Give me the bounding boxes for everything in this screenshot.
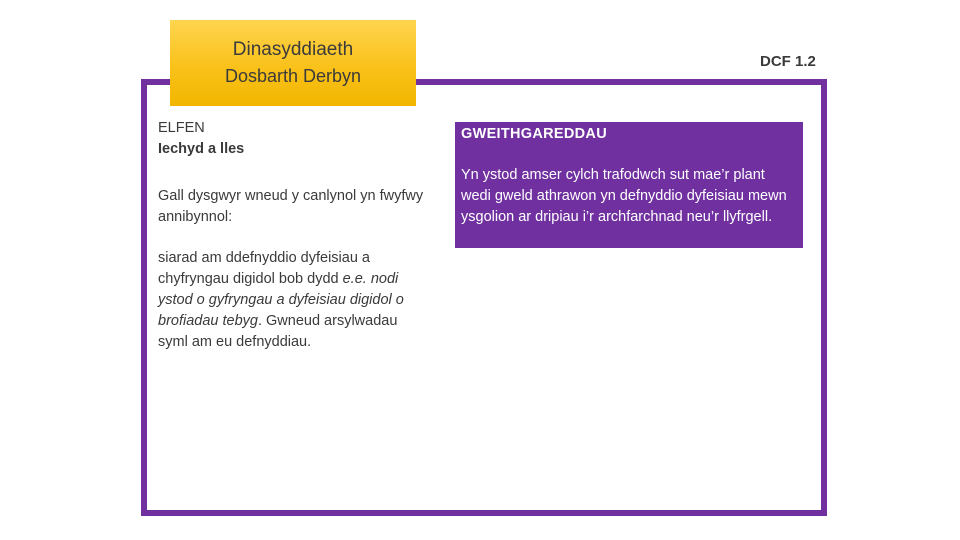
class-title: Dosbarth Derbyn	[224, 66, 362, 86]
detail-example: e.e. nodi ystod o gyfryngau a dyfeisiau digidol o brofiadau tebyg	[158, 271, 404, 329]
element-label: ELFEN	[158, 120, 205, 136]
activities-box	[455, 122, 803, 248]
detail-text: siarad am ddefnyddio dyfeisiau a chyfryngau digidol bob dydd	[158, 250, 370, 287]
element-value: Iechyd a lles	[158, 141, 245, 157]
learning-column	[158, 118, 426, 353]
subject-title: Dinasyddiaeth	[232, 39, 354, 60]
framework-code: DCF 1.2	[760, 53, 816, 70]
activities-heading: GWEITHGAREDDAU	[461, 126, 607, 142]
learners-intro: Gall dysgwyr wneud y canlynol yn fwyfwy annibynnol:	[158, 188, 424, 225]
learners-detail	[158, 248, 426, 353]
detail-text-end: . Gwneud arsylwadau syml am eu defnyddiau.	[158, 313, 398, 350]
activities-body: Yn ystod amser cylch trafodwch sut mae’r plant wedi gweld athrawon yn defnyddio dyfeisiau mewn ysgolion ar dripiau i’r archfarchnad neu’r llyfrgell.	[461, 167, 787, 225]
element-block	[158, 118, 426, 160]
title-box	[170, 20, 416, 106]
